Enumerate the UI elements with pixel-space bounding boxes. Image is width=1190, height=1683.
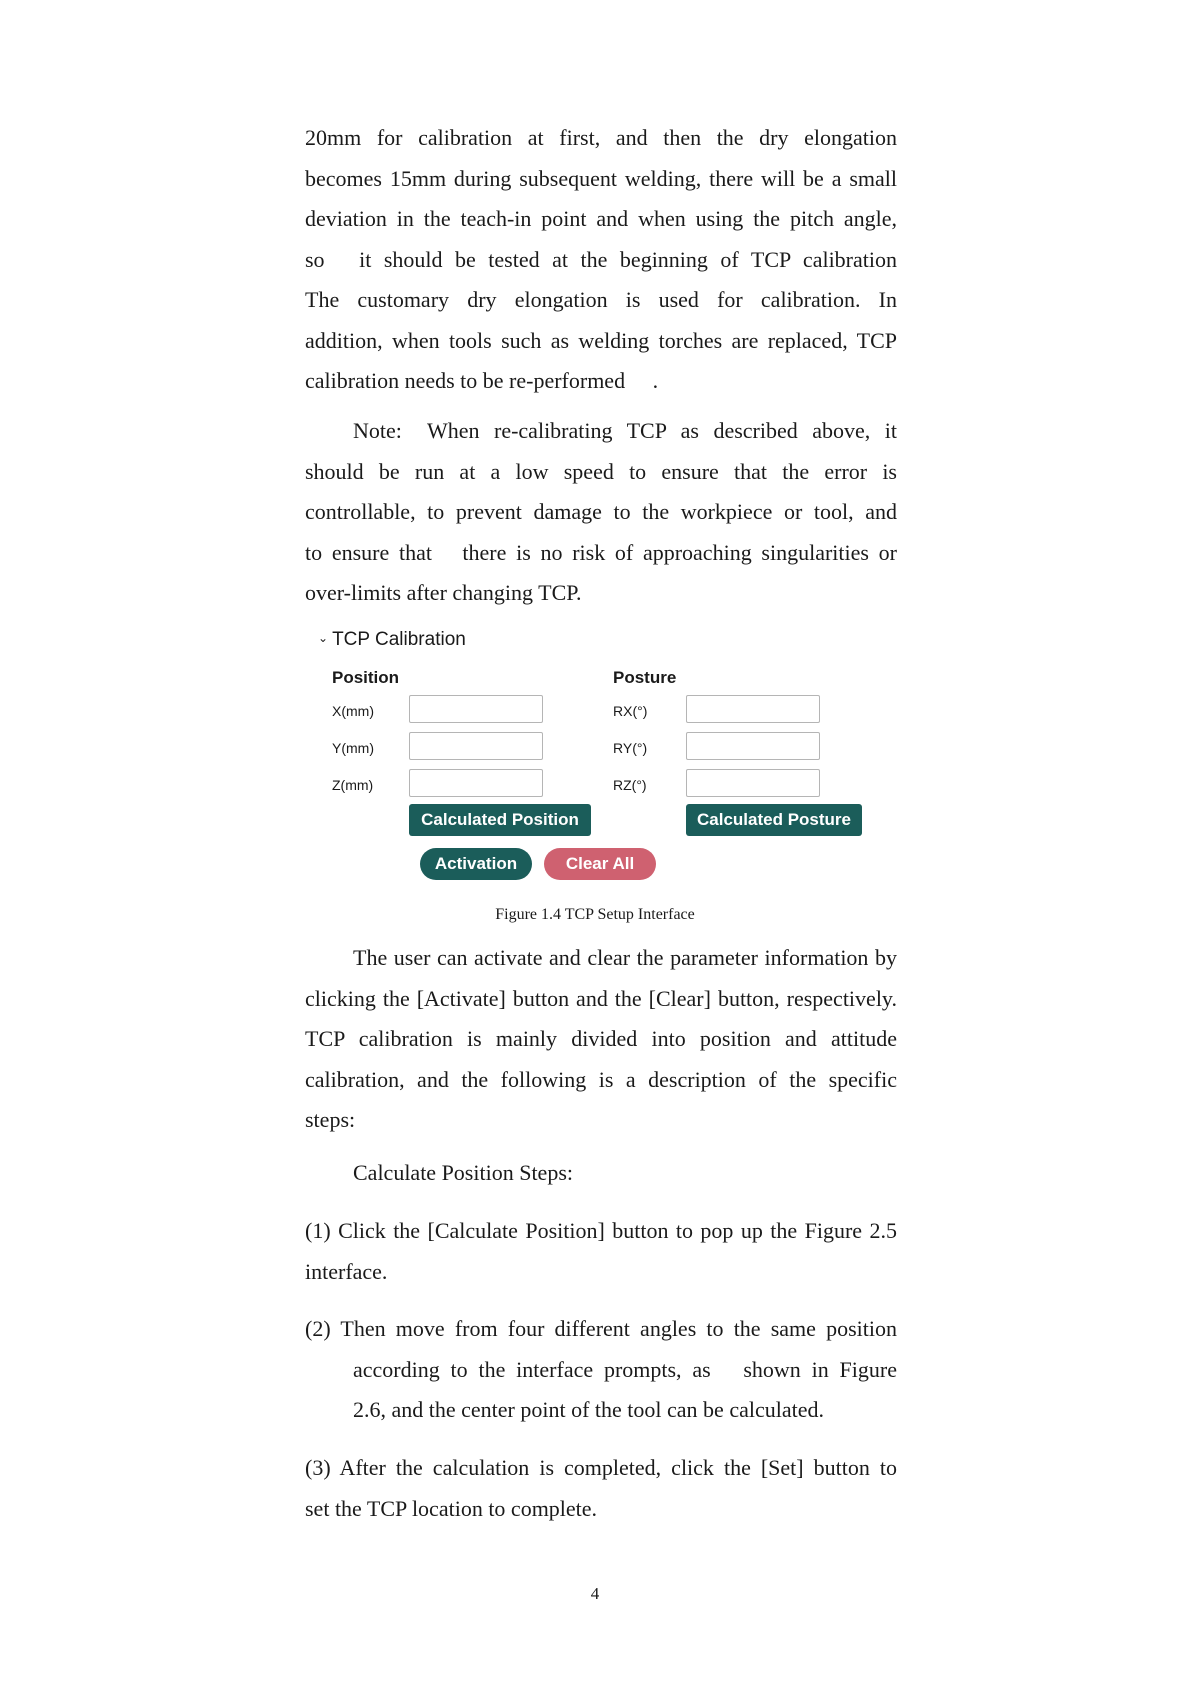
calculated-posture-button[interactable]: Calculated Posture (686, 804, 862, 836)
text-line: set the TCP location to complete. (305, 1495, 598, 1521)
text-line: controllable, to prevent damage to the workpiece or tool, and (305, 499, 897, 524)
text-line: (3) After the calculation is completed, click the [Set] button to (305, 1455, 897, 1480)
text-line: The user can activate and clear the parameter information by (353, 945, 897, 970)
posture-header: Posture (613, 668, 677, 687)
ry-input[interactable] (686, 732, 820, 760)
activation-button[interactable]: Activation (420, 848, 532, 880)
rz-label: RZ(°) (613, 777, 647, 793)
y-input[interactable] (409, 732, 543, 760)
text-line: should be run at a low speed to ensure that the error is (305, 458, 897, 484)
text-line: according to the interface prompts, as shown in Figure (353, 1356, 897, 1382)
step-2 (305, 1309, 897, 1431)
step-1 (305, 1211, 897, 1292)
text-line: becomes 15mm during subsequent welding, there will be a small (305, 165, 897, 191)
text-line: so it should be tested at the beginning of TCP calibration (305, 246, 897, 272)
text-line: (1) Click the [Calculate Position] button to pop up the Figure 2.5 (305, 1218, 897, 1243)
page-number: 4 (590, 1584, 600, 1603)
text-line: TCP calibration is mainly divided into position and attitude (305, 1026, 897, 1051)
z-input[interactable] (409, 769, 543, 797)
y-label: Y(mm) (332, 740, 374, 756)
position-header: Position (332, 668, 400, 687)
text-line: steps: (305, 1107, 356, 1132)
text-line: addition, when tools such as welding torches are replaced, TCP (305, 327, 897, 353)
x-label: X(mm) (332, 703, 374, 719)
text-line: calibration needs to be re-performed . (305, 368, 659, 393)
rx-label: RX(°) (613, 703, 648, 719)
text-line: 2.6, and the center point of the tool can be calculated. (353, 1397, 824, 1422)
figure-caption: Figure 1.4 TCP Setup Interface (495, 906, 695, 923)
x-input[interactable] (409, 695, 543, 723)
user-paragraph (305, 938, 897, 1141)
tcp-calibration-panel (318, 625, 878, 895)
z-label: Z(mm) (332, 777, 374, 793)
text-line: 20mm for calibration at first, and then the dry elongation (305, 125, 897, 150)
ry-label: RY(°) (613, 740, 648, 756)
rx-input[interactable] (686, 695, 820, 723)
tcp-calibration-header[interactable] (318, 629, 466, 651)
text-line: clicking the [Activate] button and the [Clear] button, respectively. (305, 985, 897, 1011)
step-3 (305, 1448, 897, 1529)
text-line: (2) Then move from four different angles to the same position (305, 1316, 897, 1341)
text-line: deviation in the teach-in point and when using the pitch angle, (305, 206, 897, 231)
text-line: interface. (305, 1258, 388, 1284)
text-line: over-limits after changing TCP. (305, 580, 582, 605)
intro-paragraph (305, 118, 897, 402)
panel-title: TCP Calibration (332, 629, 466, 650)
note-paragraph (305, 411, 897, 614)
text-line: to ensure that there is no risk of approaching singularities or (305, 539, 897, 565)
text-line: The customary dry elongation is used for calibration. In (305, 287, 897, 312)
chevron-down-icon: ⌄ (318, 631, 329, 645)
text-line: Note: When re-calibrating TCP as described above, it (353, 418, 897, 443)
calculated-position-button[interactable]: Calculated Position (409, 804, 591, 836)
rz-input[interactable] (686, 769, 820, 797)
clear-all-button[interactable]: Clear All (544, 848, 656, 880)
text-line: calibration, and the following is a description of the specific (305, 1066, 897, 1092)
steps-heading: Calculate Position Steps: (353, 1160, 573, 1185)
